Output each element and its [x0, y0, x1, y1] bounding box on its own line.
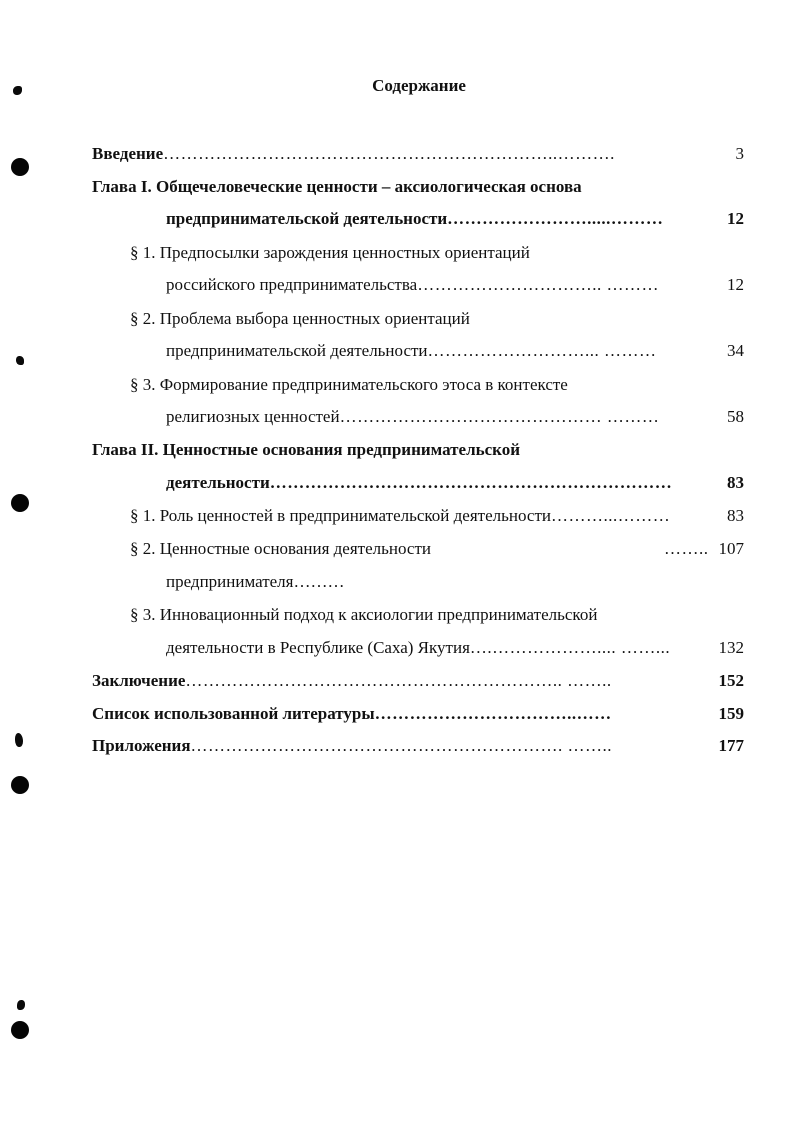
toc-section-2-2-subtitle: предпринимателя………	[166, 572, 345, 591]
toc-entry-section-1-2	[166, 340, 744, 362]
dot-leader: ………………………... ………	[427, 341, 657, 360]
toc-entry-title: деятельности	[166, 473, 270, 492]
toc-page-number: 3	[735, 144, 744, 163]
toc-page-number: 107	[718, 539, 744, 558]
toc-entry-introduction	[92, 143, 744, 165]
toc-section-1-2-title: § 2. Проблема выбора ценностных ориентаций	[130, 309, 470, 328]
toc-entry-title: Заключение	[92, 671, 186, 690]
punch-hole	[11, 494, 29, 512]
toc-page-number: 58	[727, 407, 744, 426]
toc-entry-title: Приложения	[92, 736, 191, 755]
toc-section-2-3-title: § 3. Инновационный подход к аксиологии предпринимательской	[130, 605, 598, 624]
toc-entry-title: § 1. Роль ценностей в предпринимательской деятельности	[130, 506, 551, 525]
toc-page-number: 177	[718, 736, 744, 755]
toc-entry-appendices	[92, 735, 744, 757]
toc-entry-chapter-1	[166, 208, 744, 230]
toc-entry-title: предпринимательской деятельности	[166, 209, 448, 228]
toc-chapter-1-title: Глава I. Общечеловеческие ценности – аксиологическая основа	[92, 177, 582, 196]
punch-hole	[11, 1021, 29, 1039]
toc-entry-section-2-3	[166, 637, 744, 659]
dot-leader: ……………………………..……	[374, 704, 612, 723]
dot-leader: ……………………………………………………….. ……..	[185, 671, 612, 690]
toc-page-number: 83	[727, 506, 744, 525]
punch-hole	[11, 158, 29, 176]
toc-entry-section-1-3	[166, 406, 744, 428]
toc-page-number: 34	[727, 341, 744, 360]
scan-speck	[13, 86, 22, 95]
toc-entry-title: предпринимательской деятельности	[166, 341, 428, 360]
toc-page-number: 159	[718, 704, 744, 723]
dot-leader: ………………………….. ………	[417, 275, 659, 294]
dot-leader: ….……………….... ……...	[469, 638, 671, 657]
dot-leader: ……………………………………… ………	[339, 407, 660, 426]
toc-page-number: 12	[727, 209, 744, 228]
toc-entry-section-2-1	[130, 505, 744, 527]
toc-page-number: 83	[727, 473, 744, 492]
punch-hole	[11, 776, 29, 794]
toc-entry-conclusion	[92, 670, 744, 692]
toc-entry-title: Введение	[92, 144, 164, 163]
toc-page-number: 152	[718, 671, 744, 690]
toc-entry-section-2-2-page	[664, 538, 744, 560]
toc-entry-chapter-2	[166, 472, 744, 494]
dot-leader: …………………….....………	[447, 209, 664, 228]
dot-leader: …………………………………………………………..……….	[163, 144, 615, 163]
toc-page-number: 12	[727, 275, 744, 294]
toc-entry-title: российского предпринимательства	[166, 275, 418, 294]
dot-leader: ……………………………………………………………	[269, 473, 673, 492]
toc-page-number: 132	[718, 638, 744, 657]
dot-leader: ………...………	[550, 506, 671, 525]
toc-section-1-1-title: § 1. Предпосылки зарождения ценностных ориентаций	[130, 243, 530, 262]
scan-speck	[17, 1000, 25, 1010]
scan-speck	[16, 356, 24, 365]
toc-entry-title: деятельности в Республике (Саха) Якутия	[166, 638, 470, 657]
toc-entry-title: религиозных ценностей	[166, 407, 340, 426]
dot-leader: ……..	[664, 539, 709, 558]
toc-section-1-3-title: § 3. Формирование предпринимательского этоса в контексте	[130, 375, 568, 394]
toc-section-2-2-title: § 2. Ценностные основания деятельности	[130, 539, 431, 558]
toc-chapter-2-title: Глава II. Ценностные основания предпринимательской	[92, 440, 521, 459]
toc-entry-title: Список использованной литературы	[92, 704, 375, 723]
page-title: Содержание	[372, 76, 466, 95]
scan-speck	[15, 733, 23, 747]
toc-entry-section-1-1	[166, 274, 744, 296]
toc-entry-references	[92, 703, 744, 725]
dot-leader: ………………………………………………………. ……..	[190, 736, 613, 755]
